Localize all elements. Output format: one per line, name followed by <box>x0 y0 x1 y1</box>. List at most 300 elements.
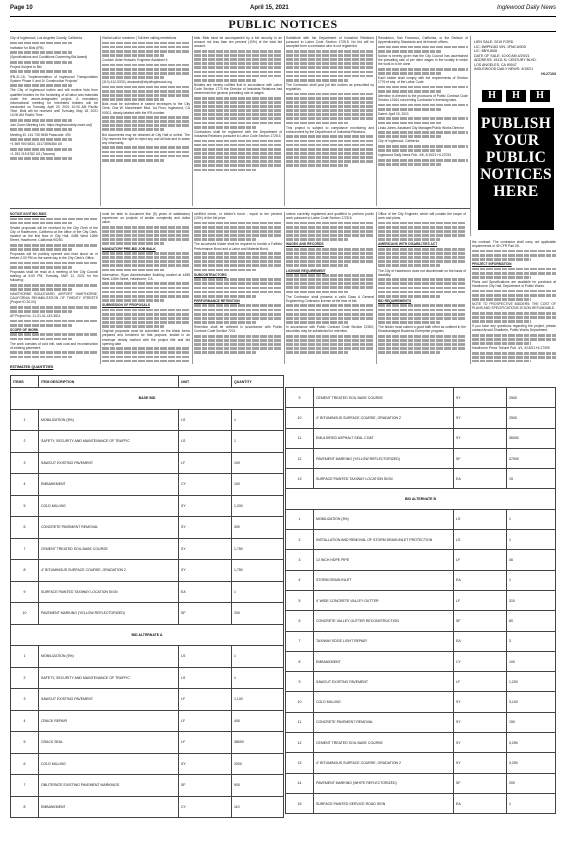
item-description: EMBANKMENT <box>39 474 179 496</box>
item-number: 7 <box>11 775 39 797</box>
item-number: 9 <box>11 581 39 603</box>
table-row <box>11 753 284 775</box>
item-number: 10 <box>11 603 39 625</box>
item-number: 5 <box>286 590 314 610</box>
logo-letter: H <box>482 90 502 102</box>
item-unit: SF <box>179 603 232 625</box>
table-category-row <box>11 388 284 410</box>
notice-paragraph: City of Inglewood, Los Angeles County, California <box>10 36 82 40</box>
notice-paragraph: bids. Bids must be accompanied by a bid security in an amount not less than ten percent (10%) of the total bid amount. <box>194 36 282 49</box>
item-quantity: 1 <box>232 667 284 689</box>
item-description: CONCRETE PAVEMENT REMOVAL <box>314 712 454 732</box>
lien-line: INGLEWOOD DAILY NEWS: 4/15/21 <box>474 67 534 71</box>
item-quantity: 300 <box>232 517 284 539</box>
col-header-description: ITEM DESCRIPTION <box>39 376 179 388</box>
notice-paragraph: Proposals will be publicly opened and read aloud on or before 2:00 PM on the same day in the City Clerk's Office. <box>10 252 98 261</box>
table-row <box>286 712 556 732</box>
item-unit: LS <box>179 431 232 453</box>
notice-paragraph: NOTICE INVITING BIDS <box>10 212 47 216</box>
item-unit: CY <box>454 651 507 671</box>
notice-column-3 <box>194 36 282 196</box>
item-number: 3 <box>11 689 39 711</box>
publish-line: HERE <box>493 183 539 200</box>
item-quantity: 100 <box>232 474 284 496</box>
table-row <box>286 570 556 590</box>
notice-paragraph: Resolution, San Francisco, California, or the Division of Apprenticeship Standards and its branch offices. <box>378 36 468 45</box>
notice-paragraph: Notice is hereby given that the City Council has ascertained the prevailing rate of per diem wages in the locality in which the work is to be done. <box>378 53 468 67</box>
table-row <box>286 448 556 468</box>
notice-paragraph: Bidders are hereby notified that in accordance with Labor Code Section 1770 the Director of Industrial Relations has determined the general prevailing rate of wages. <box>194 82 282 96</box>
table-row <box>11 452 284 474</box>
item-quantity: 1 <box>232 431 284 453</box>
item-unit: EA <box>454 793 507 813</box>
item-quantity: 1 <box>507 570 556 590</box>
notice-paragraph: LICENSE REQUIREMENT <box>286 268 326 273</box>
item-unit: LS <box>179 409 232 431</box>
notice-paragraph: Invitation for Bids (IFB) <box>10 45 44 50</box>
notice-paragraph: HAWTHORNE BOULEVARD, AIRPORT HAWTHORNE, CALIFORNIA REHABILITATION OF TWENTY STREETS (Project ID 20-00) <box>10 292 98 305</box>
table-row <box>11 581 284 603</box>
item-description: COLD MILLING <box>39 495 179 517</box>
notice-paragraph: the contract. The contractor shall carry out applicable requirements of 49 CFR Part 26. <box>472 240 556 249</box>
item-description: EMBANKMENT <box>314 651 454 671</box>
item-quantity: 3,250 <box>507 753 556 773</box>
item-number: 12 <box>286 733 314 753</box>
category-label: BID ALTERNATE A <box>11 624 284 646</box>
item-unit: LS <box>454 530 507 550</box>
item-quantity: 2500 <box>507 388 556 408</box>
item-number: 1 <box>11 409 39 431</box>
notice-paragraph: Global call-in numbers | Toll-free calling restrictions <box>102 36 177 40</box>
paper-name: Inglewood Daily News <box>496 5 556 11</box>
publish-line: PUBLISH <box>480 115 552 132</box>
table-row <box>11 796 284 818</box>
notice-paragraph: The work consists of cold mill, seal coat and reconstruction of existing pavement. <box>10 341 98 350</box>
bid-notice-column-2 <box>102 212 190 362</box>
item-description: PAVEMENT MARKING (YELLOW REFLECTORIZED) <box>39 603 179 625</box>
item-quantity: 37000 <box>507 448 556 468</box>
item-number: 6 <box>286 611 314 631</box>
table-row <box>286 611 556 631</box>
notice-paragraph: The bidder must submit a good faith effort as outlined in the Disadvantaged Business Enterprise program. <box>378 325 466 334</box>
item-quantity: 400 <box>232 710 284 732</box>
item-number: 2 <box>11 667 39 689</box>
item-number: 13 <box>286 469 314 489</box>
table-row <box>11 495 284 517</box>
item-description: SAFETY, SECURITY AND MAINTENANCE OF TRAFFIC <box>39 667 179 689</box>
item-description: CONCRETE PAVEMENT REMOVAL <box>39 517 179 539</box>
item-description: CRACK SEAL <box>39 732 179 754</box>
notice-paragraph: certified check, or bidder's bond - equal to ten percent (10%) of the bid price. <box>194 212 282 221</box>
table-row <box>11 431 284 453</box>
notice-paragraph: Contractors shall be registered with the Department of Industrial Relations pursuant to Labor Code Section 1725.5. <box>194 129 282 139</box>
notice-paragraph: This project is subject to compliance monitoring and enforcement by the Department of Industrial Relations. <box>286 125 374 134</box>
item-unit: LS <box>179 646 232 668</box>
item-quantity: 110 <box>232 796 284 818</box>
notice-paragraph: Contact: Aktar Hossain, Engineer Assistant II <box>102 58 168 63</box>
table-row <box>286 733 556 753</box>
bid-notice-column-4 <box>286 212 374 362</box>
notice-paragraph: WAGES AND RECORDS <box>286 242 324 247</box>
notice-paragraph: The City of Inglewood invites and will receive bids from qualified bidders for the furnishing of all labor and materials under the above-designated project. A mandatory informational meeting for interested bidders will be conducted on Tuesday, April 20, 2021 10:00 AM Pacific Time. Bids will be received until Tuesday, May 18, 2021 10:00 AM Pacific Time. <box>10 88 98 118</box>
item-quantity: 1,750 <box>232 538 284 560</box>
item-unit: LF <box>454 672 507 692</box>
item-number: 8 <box>286 651 314 671</box>
table-category-row <box>286 489 556 509</box>
publish-line: PUBLIC <box>485 149 547 166</box>
lien-line: ADDRESS: 15111 N. CENTURY BLVD. <box>474 58 537 62</box>
item-description: 4" BITUMINOUS SURFACE COURSE, GRADATION 2 <box>39 560 179 582</box>
table-row <box>11 538 284 560</box>
notice-paragraph: If you have any questions regarding the project, please contact Arnold Shadbehr, Public Works Department. <box>472 324 556 333</box>
notice-paragraph: City of Inglewood, California <box>378 139 420 144</box>
page-header <box>10 5 556 15</box>
notice-paragraph: IFB-21-15, "Implementation of Inglewood Transportation System Phase V and IV Construction Projects" <box>10 74 98 83</box>
col-header-quantity: QUANTITY <box>232 376 284 388</box>
col-header-item: ITEMS <box>11 376 39 388</box>
item-number: 8 <box>11 796 39 818</box>
notice-paragraph: Original proposals must be submitted on the blank forms prepared and furnished for that purpose, sealed in an envelope clearly marked with the project title and bid opening date. <box>102 329 190 346</box>
notice-paragraph: (310) 412-5333 | ahossain@cityofinglewood.org <box>102 80 173 85</box>
lien-line: HI-27103 <box>541 71 556 76</box>
table-row <box>286 773 556 793</box>
item-number: 5 <box>11 732 39 754</box>
table-row <box>286 631 556 651</box>
notice-paragraph: (Specifications and Conditions Governing Bid Award) <box>10 55 88 60</box>
lien-line: DATE OF SALE: 10:00 AM 4/29/21 <box>474 53 530 58</box>
item-description: PAVEMENT MARKING (YELLOW REFLECTORIZED) <box>314 448 454 468</box>
item-unit: EA <box>454 570 507 590</box>
table-row <box>286 408 556 428</box>
item-unit: EA <box>454 469 507 489</box>
publisher-logo <box>480 90 552 103</box>
col-header-unit: UNIT <box>179 376 232 388</box>
table-row <box>11 667 284 689</box>
item-description: CEMENT TREATED SOIL BASE COURSE <box>39 538 179 560</box>
item-description: SURFACE PAINTED TAXIWAY LOCATION SIGN <box>314 469 454 489</box>
notice-column-4 <box>286 36 374 196</box>
item-unit: SY <box>454 692 507 712</box>
item-quantity: 1,200 <box>232 495 284 517</box>
bid-notice-column-5 <box>378 212 466 362</box>
category-label: BID ALTERNATE B <box>286 489 556 509</box>
notice-paragraph: Dated: April 15, 2021 <box>378 111 409 116</box>
item-unit: LF <box>179 732 232 754</box>
notice-paragraph: +1 669 900 6833, 1617359638# US <box>10 142 63 147</box>
schedule-heading: ESTIMATED QUANTITIES <box>10 365 54 369</box>
notice-paragraph: Plans and Specifications are available for purchase at Hawthorne City Hall, Department of Public Works. <box>472 280 556 289</box>
table-row <box>286 509 556 529</box>
item-quantity: 15 <box>507 469 556 489</box>
table-row <box>286 590 556 610</box>
notice-paragraph: Hawthorne Press Tribune Pub. 4/1, 4/15/21 HI-27099 <box>472 346 550 351</box>
table-row <box>286 388 556 408</box>
item-description: PAVEMENT MARKING (WHITE REFLECTORIZED) <box>314 773 454 793</box>
item-number: 7 <box>286 631 314 651</box>
item-description: CRACK REPAIR <box>39 710 179 732</box>
publish-ad <box>478 108 554 230</box>
item-quantity: 1 <box>232 646 284 668</box>
item-unit: SY <box>179 753 232 775</box>
item-description: SAWCUT EXISTING PAVEMENT <box>314 672 454 692</box>
item-quantity: 200 <box>507 773 556 793</box>
item-unit: CY <box>179 796 232 818</box>
notice-paragraph: unless currently registered and qualified to perform public work pursuant to Labor Code Section 1725.5. <box>286 212 374 221</box>
item-description: COLD MILLING <box>39 753 179 775</box>
item-unit: SY <box>179 495 232 517</box>
item-quantity: 310 <box>507 590 556 610</box>
notice-column-2 <box>102 36 190 196</box>
item-quantity: 2000 <box>232 753 284 775</box>
item-number: 15 <box>286 793 314 813</box>
bid-schedule-right <box>285 375 556 814</box>
item-description: 4" BITUMINOUS SURFACE COURSE, GRADATION 2 <box>314 408 454 428</box>
bid-schedule-left <box>10 375 284 818</box>
notice-paragraph: Substitute with the Department of Industrial Relations pursuant to Labor Code Section 1725.5. No bid will be accepted from a contractor who is not registered. <box>286 36 374 49</box>
item-unit: SY <box>179 517 232 539</box>
item-description: SAFETY, SECURITY AND MAINTENANCE OF TRAFFIC <box>39 431 179 453</box>
item-description: INSTALLATION AND REMOVAL OF STORM DRAIN INLET PROTECTION <box>314 530 454 550</box>
item-unit: SY <box>454 428 507 448</box>
notice-paragraph: Bids must be submitted in sealed envelopes to the City Clerk, One W. Manchester Blvd, 1st Floor, Inglewood, CA 90301, clearly labeled with the IFB number. <box>102 102 190 115</box>
item-unit: SY <box>454 753 507 773</box>
item-quantity: 36000 <box>507 428 556 448</box>
item-unit: SY <box>454 712 507 732</box>
item-quantity: 80 <box>507 611 556 631</box>
notice-paragraph: PERFORMANCE RETENTION <box>194 298 240 303</box>
item-quantity: 1 <box>232 409 284 431</box>
notice-paragraph: NOTE TO PROSPECTIVE BIDDERS: THE COST OF PLANS AND SPECIFICATIONS IS NON-REFUNDABLE. <box>472 302 556 311</box>
item-unit: SF <box>454 448 507 468</box>
item-unit: EA <box>454 631 507 651</box>
item-number: 11 <box>286 428 314 448</box>
notice-paragraph: SCOPE OF WORK <box>10 327 39 332</box>
table-row <box>11 517 284 539</box>
table-row <box>11 646 284 668</box>
notice-paragraph: The successful bidder shall be required to furnish a Faithful Performance Bond and a Labor and Material Bond. <box>194 242 282 251</box>
item-unit: LS <box>454 509 507 529</box>
logo-letter: H <box>506 90 526 102</box>
item-unit: EA <box>179 581 232 603</box>
notice-paragraph: Project Subject to Bid <box>10 64 42 69</box>
notice-paragraph: AMERICANS WITH DISABILITIES ACT <box>378 242 438 247</box>
item-description: 4" BITUMINOUS SURFACE COURSE, GRADATION 2 <box>314 753 454 773</box>
table-row <box>286 692 556 712</box>
item-number: 4 <box>286 570 314 590</box>
table-row <box>11 689 284 711</box>
item-description: MOBILIZATION (5%) <box>39 646 179 668</box>
item-unit: LF <box>179 689 232 711</box>
notice-paragraph: SUBMISSION OF PROPOSALS <box>102 303 150 308</box>
item-unit: LF <box>454 550 507 570</box>
item-description: MOBILIZATION (5%) <box>39 409 179 431</box>
notice-paragraph: Each bidder shall comply with the requirements of Section 1776 et seq. of the Labor Code. <box>378 76 468 85</box>
logo-letter: H <box>530 90 550 102</box>
lien-line: LOS ANGELES, CA 90047 <box>474 62 517 67</box>
item-quantity: 3 <box>507 631 556 651</box>
notice-paragraph: Join Zoom Meeting Link: https://inglewoodcity.zoom.us/j/ <box>10 122 93 127</box>
item-description: SURFACE PAINTED TAXIWAY LOCATION SIGN <box>39 581 179 603</box>
item-unit: SF <box>454 773 507 793</box>
item-number: 9 <box>286 388 314 408</box>
table-row <box>286 651 556 671</box>
item-number: 2 <box>286 530 314 550</box>
notice-column-1 <box>10 36 98 206</box>
notice-paragraph: The Contractor shall possess a valid Class A General Engineering Contractor license at the time of bid. <box>286 294 374 303</box>
item-unit: SY <box>179 538 232 560</box>
item-number: 13 <box>286 753 314 773</box>
lien-line: LIEN SALE: 2019 FORD <box>474 40 514 44</box>
item-description: 12 INCH HDPE PIPE <box>314 550 454 570</box>
notice-paragraph: Sealed proposals will be received by the City Clerk of the City of Hawthorne, California at the office of the City Clerk, located on the first floor in City Hall, 4455 West 126th Street, Hawthorne, California 90250. <box>10 225 98 243</box>
notice-paragraph: must be able to document five (5) years of satisfactory experience on projects of similar complexity and dollar value. <box>102 212 190 225</box>
item-number: 11 <box>286 712 314 732</box>
table-row <box>286 428 556 448</box>
notice-paragraph: +1 253 215 8782 US (Tacoma) <box>10 151 55 156</box>
table-row <box>11 732 284 754</box>
table-row <box>286 530 556 550</box>
notice-paragraph: AP Project No. 21-01-01-419-3811 <box>10 314 61 319</box>
item-number: 2 <box>11 431 39 453</box>
section-title: PUBLIC NOTICES <box>10 16 556 32</box>
item-number: 1 <box>286 509 314 529</box>
item-quantity: 200 <box>232 603 284 625</box>
item-quantity: 1,200 <box>507 672 556 692</box>
bid-notice-column-3 <box>194 212 282 362</box>
item-unit: SY <box>454 388 507 408</box>
item-description: EMULSIFIED ASPHALT SEAL COAT <box>314 428 454 448</box>
issue-date: April 15, 2021 <box>250 5 289 11</box>
bid-notice-column-6 <box>472 240 556 362</box>
item-number: 12 <box>286 448 314 468</box>
item-number: 14 <box>286 773 314 793</box>
item-number: 5 <box>11 495 39 517</box>
item-number: 9 <box>286 672 314 692</box>
item-number: 3 <box>286 550 314 570</box>
table-row <box>286 469 556 489</box>
notice-paragraph: Information: Ryan Administration Building located at 4455 West 126th Street, Hawthorne, CA. <box>102 272 190 281</box>
item-unit: LF <box>454 590 507 610</box>
table-row <box>11 474 284 496</box>
category-label: BASE BID <box>11 388 284 410</box>
item-quantity: 3,250 <box>507 733 556 753</box>
item-unit: SY <box>179 560 232 582</box>
item-unit: SY <box>454 408 507 428</box>
item-quantity: 1 <box>507 509 556 529</box>
item-description: CEMENT TREATED SOIL BASE COURSE <box>314 733 454 753</box>
table-row <box>11 710 284 732</box>
item-number: 6 <box>11 517 39 539</box>
item-unit: SY <box>454 733 507 753</box>
item-number: 1 <box>11 646 39 668</box>
item-quantity: 1 <box>507 793 556 813</box>
lien-line: LIC: 8WPN183 VIN: 1FMCU0D5 <box>474 44 526 49</box>
item-quantity: 100 <box>232 452 284 474</box>
table-header-row-right <box>286 376 556 388</box>
item-quantity: 1,100 <box>232 689 284 711</box>
publish-line: NOTICES <box>480 166 552 183</box>
item-description: COLD MILLING <box>314 692 454 712</box>
item-unit: LF <box>179 452 232 474</box>
table-row <box>286 793 556 813</box>
item-description: SAWCUT EXISTING PAVEMENT <box>39 452 179 474</box>
notice-paragraph: BID REQUIREMENTS <box>378 298 412 303</box>
table-row <box>286 672 556 692</box>
item-number: 8 <box>11 560 39 582</box>
notice-paragraph: Proposals shall be read at a meeting of the City Council starting at 6:00 PM, Tuesday, MAY 11, 2021 for the following: <box>10 269 98 283</box>
notice-paragraph: Office of the City Engineer, which will contain the scope of work and plans. <box>378 212 466 221</box>
publish-line: YOUR <box>492 132 540 149</box>
item-number: 3 <box>11 452 39 474</box>
lien-line: LIC: 8BYU608 <box>474 49 497 53</box>
item-description: MOBILIZATION (5%) <box>314 509 454 529</box>
item-quantity: 150 <box>507 712 556 732</box>
item-quantity: 900 <box>232 775 284 797</box>
table-row <box>11 560 284 582</box>
lien-sale-notice <box>474 40 556 76</box>
table-header-row <box>11 376 284 388</box>
notice-paragraph: MANDATORY PRE-BID JOB WALK <box>102 246 156 251</box>
item-quantity: 1 <box>232 581 284 603</box>
notice-paragraph: Bid documents may be obtained at City Hall or online. The City reserves the right to reject any and all bids and to waive any informality. <box>102 132 190 145</box>
item-number: 10 <box>286 408 314 428</box>
item-number: 10 <box>286 692 314 712</box>
notice-paragraph: Attention is directed to the provisions of Public Contract Code Section 10164 concerning Contractor's licensing laws. <box>378 93 468 103</box>
item-description: EMBANKMENT <box>39 796 179 818</box>
table-category-row <box>11 624 284 646</box>
item-description: SAWCUT EXISTING PAVEMENT <box>39 689 179 711</box>
table-row <box>286 550 556 570</box>
item-quantity: 3,100 <box>507 692 556 712</box>
notice-paragraph: Retention shall be withheld in accordance with Public Contract Code Section 7201. <box>194 325 282 334</box>
notice-paragraph: Meeting ID: 161 735 9638 Passcode: 490 <box>10 132 71 137</box>
item-quantity: 46 <box>507 550 556 570</box>
item-number: 6 <box>11 753 39 775</box>
table-row <box>11 775 284 797</box>
item-quantity: 2500 <box>507 408 556 428</box>
page-number: Page 10 <box>10 5 33 11</box>
item-unit: SF <box>454 611 507 631</box>
item-unit: CY <box>179 474 232 496</box>
notice-paragraph: The City of Hawthorne does not discriminate on the basis of disability. <box>378 268 466 277</box>
item-number: 4 <box>11 474 39 496</box>
table-row <box>286 753 556 773</box>
item-description: OBLITERATE EXISTING PAVEMENT MARKINGS <box>39 775 179 797</box>
item-description: 4' WIDE CONCRETE VALLEY GUTTER <box>314 590 454 610</box>
table-row <box>11 409 284 431</box>
item-number: 7 <box>11 538 39 560</box>
notice-column-5 <box>378 36 468 204</box>
item-unit: LF <box>179 710 232 732</box>
item-unit: SF <box>179 775 232 797</box>
bid-notice-column-1 <box>10 212 98 362</box>
notice-paragraph: PROJECT INFORMATION <box>472 262 512 267</box>
item-quantity: 1,750 <box>232 560 284 582</box>
item-quantity: 100 <box>507 651 556 671</box>
item-quantity: 1 <box>507 530 556 550</box>
item-number: 4 <box>11 710 39 732</box>
notice-paragraph: The Contractor shall post job site notices as prescribed by regulation. <box>286 82 374 92</box>
item-quantity: 38000 <box>232 732 284 754</box>
item-description: TAXIWAY EDGE LIGHT REPAIR <box>314 631 454 651</box>
notice-paragraph: Linda Jones, Assistant City Manager/Public Works Director <box>378 125 464 130</box>
item-description: SURFACE PAINTED SERVICE ROAD SIGN <box>314 793 454 813</box>
item-description: CEMENT TREATED SOIL BASE COURSE <box>314 388 454 408</box>
notice-paragraph: In accordance with Public Contract Code Section 22300, securities may be substituted for retention. <box>286 325 374 334</box>
item-description: CONCRETE VALLEY GUTTER RECONSTRUCTION <box>314 611 454 631</box>
notice-paragraph: Inglewood Daily News Pub. 4/8, 4/15/21 HI-27033 <box>378 153 451 158</box>
table-row <box>11 603 284 625</box>
